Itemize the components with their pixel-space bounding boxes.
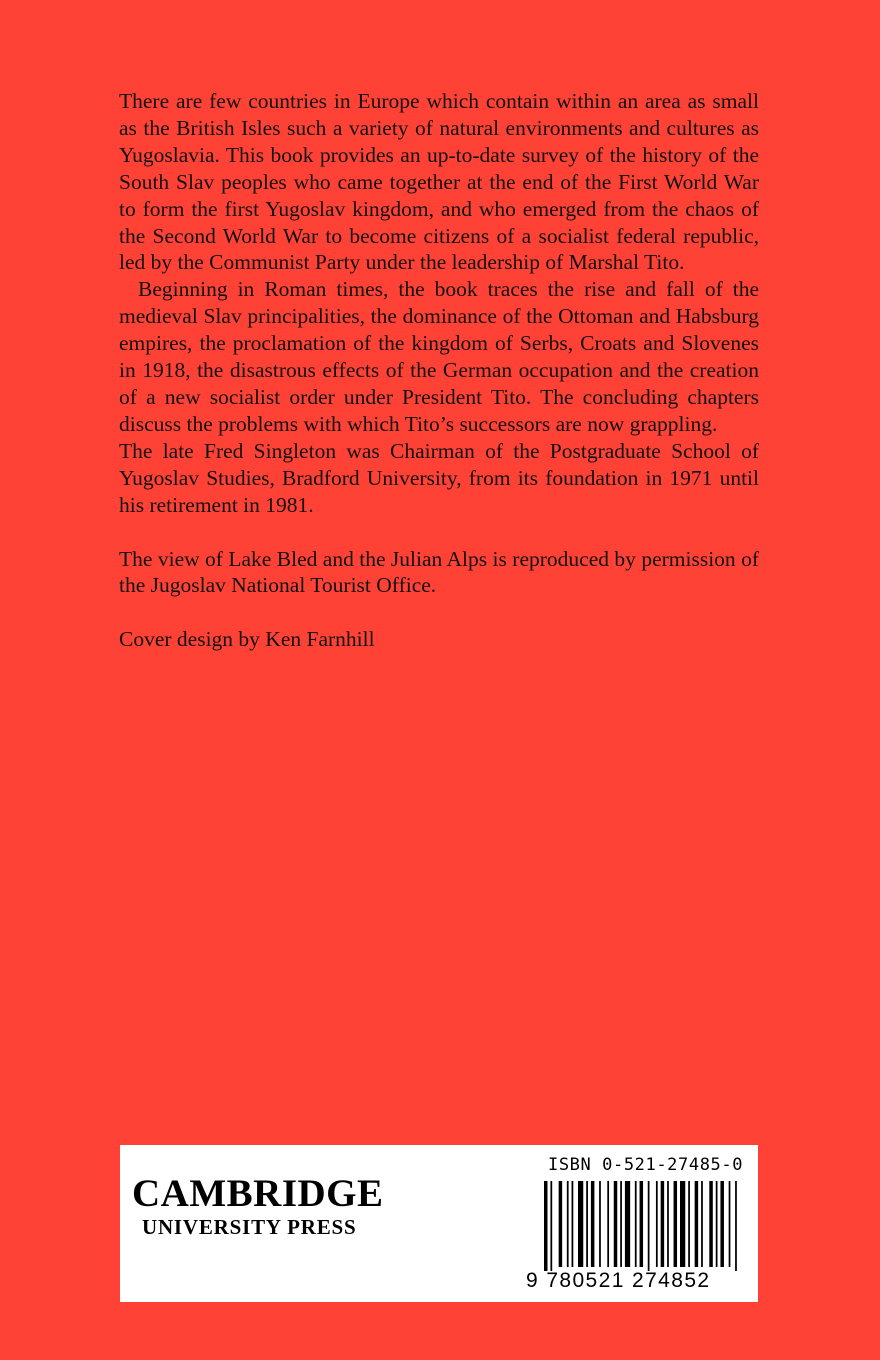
barcode-bar — [667, 1181, 669, 1267]
cover-design-credit: Cover design by Ken Farnhill — [119, 627, 375, 652]
barcode-bar — [567, 1181, 569, 1267]
blurb-paragraph-1: There are few countries in Europe which contain within an area as small as the British Isles such a variety of natural environments and cultures as Yugoslavia. This book provides an up-to-date survey of the history of the South Slav peoples who came together at the end of the First World War to form the first Yugoslav kingdom, and who emerged from the chaos of the Second World War to become citizens of a socialist federal republic, led by the Communist Party under the leadership of Marshal Tito. — [119, 89, 759, 275]
barcode-bar — [550, 1181, 552, 1271]
barcode-bar — [578, 1181, 583, 1267]
barcode-bar — [716, 1181, 718, 1267]
barcode-bar — [591, 1181, 595, 1267]
barcode-bar — [680, 1181, 685, 1267]
barcode-bar — [572, 1181, 574, 1267]
publisher-logo — [132, 1173, 384, 1239]
barcode-bar — [729, 1181, 731, 1267]
barcode-bar — [607, 1181, 609, 1267]
barcode-bar — [544, 1181, 548, 1271]
author-bio: The late Fred Singleton was Chairman of the Postgraduate School of Yugoslav Studies, Bradford University, from its foundation in 1971 until his retirement in 1981. — [119, 438, 759, 517]
publisher-name: CAMBRIDGE — [132, 1172, 384, 1215]
back-cover-text — [119, 88, 759, 653]
barcode-bar — [635, 1181, 637, 1267]
barcode-bar — [559, 1181, 563, 1267]
ean-number: 9 780521 274852 — [526, 1269, 711, 1292]
barcode-bar — [720, 1181, 724, 1267]
barcode-bar — [735, 1181, 737, 1271]
barcode-bar — [701, 1181, 703, 1267]
photo-credit: The view of Lake Bled and the Julian Alps is reproduced by permission of the Jugoslav National Tourist Office. — [119, 546, 759, 598]
barcode-bar — [648, 1181, 650, 1271]
publisher-imprint-box — [120, 1145, 758, 1302]
barcode-bar — [625, 1181, 630, 1267]
barcode-bar — [586, 1181, 588, 1267]
barcode-bar — [620, 1181, 622, 1267]
barcode-bar — [661, 1181, 665, 1267]
barcode-bar — [640, 1181, 644, 1267]
barcode-bar — [614, 1181, 618, 1267]
publisher-subname: UNIVERSITY PRESS — [142, 1215, 357, 1239]
barcode-bar — [599, 1181, 601, 1267]
blurb-paragraph-2: Beginning in Roman times, the book traces the rise and fall of the medieval Slav principalities, the dominance of the Ottoman and Habsburg empires, the proclamation of the kingdom of Serbs, Croats and Slovenes in 1918, the disastrous effects of the German occupation and the creation of a new socialist order under President Tito. The concluding chapters discuss the problems with which Tito’s successors are now grappling. — [119, 277, 759, 436]
barcode-bar — [674, 1181, 678, 1267]
barcode-bar — [688, 1181, 690, 1267]
isbn-label: ISBN 0-521-27485-0 — [548, 1155, 744, 1175]
barcode-bar — [695, 1181, 699, 1267]
barcode-bar — [656, 1181, 658, 1267]
barcode-bar — [709, 1181, 713, 1267]
barcode-icon — [544, 1181, 740, 1271]
